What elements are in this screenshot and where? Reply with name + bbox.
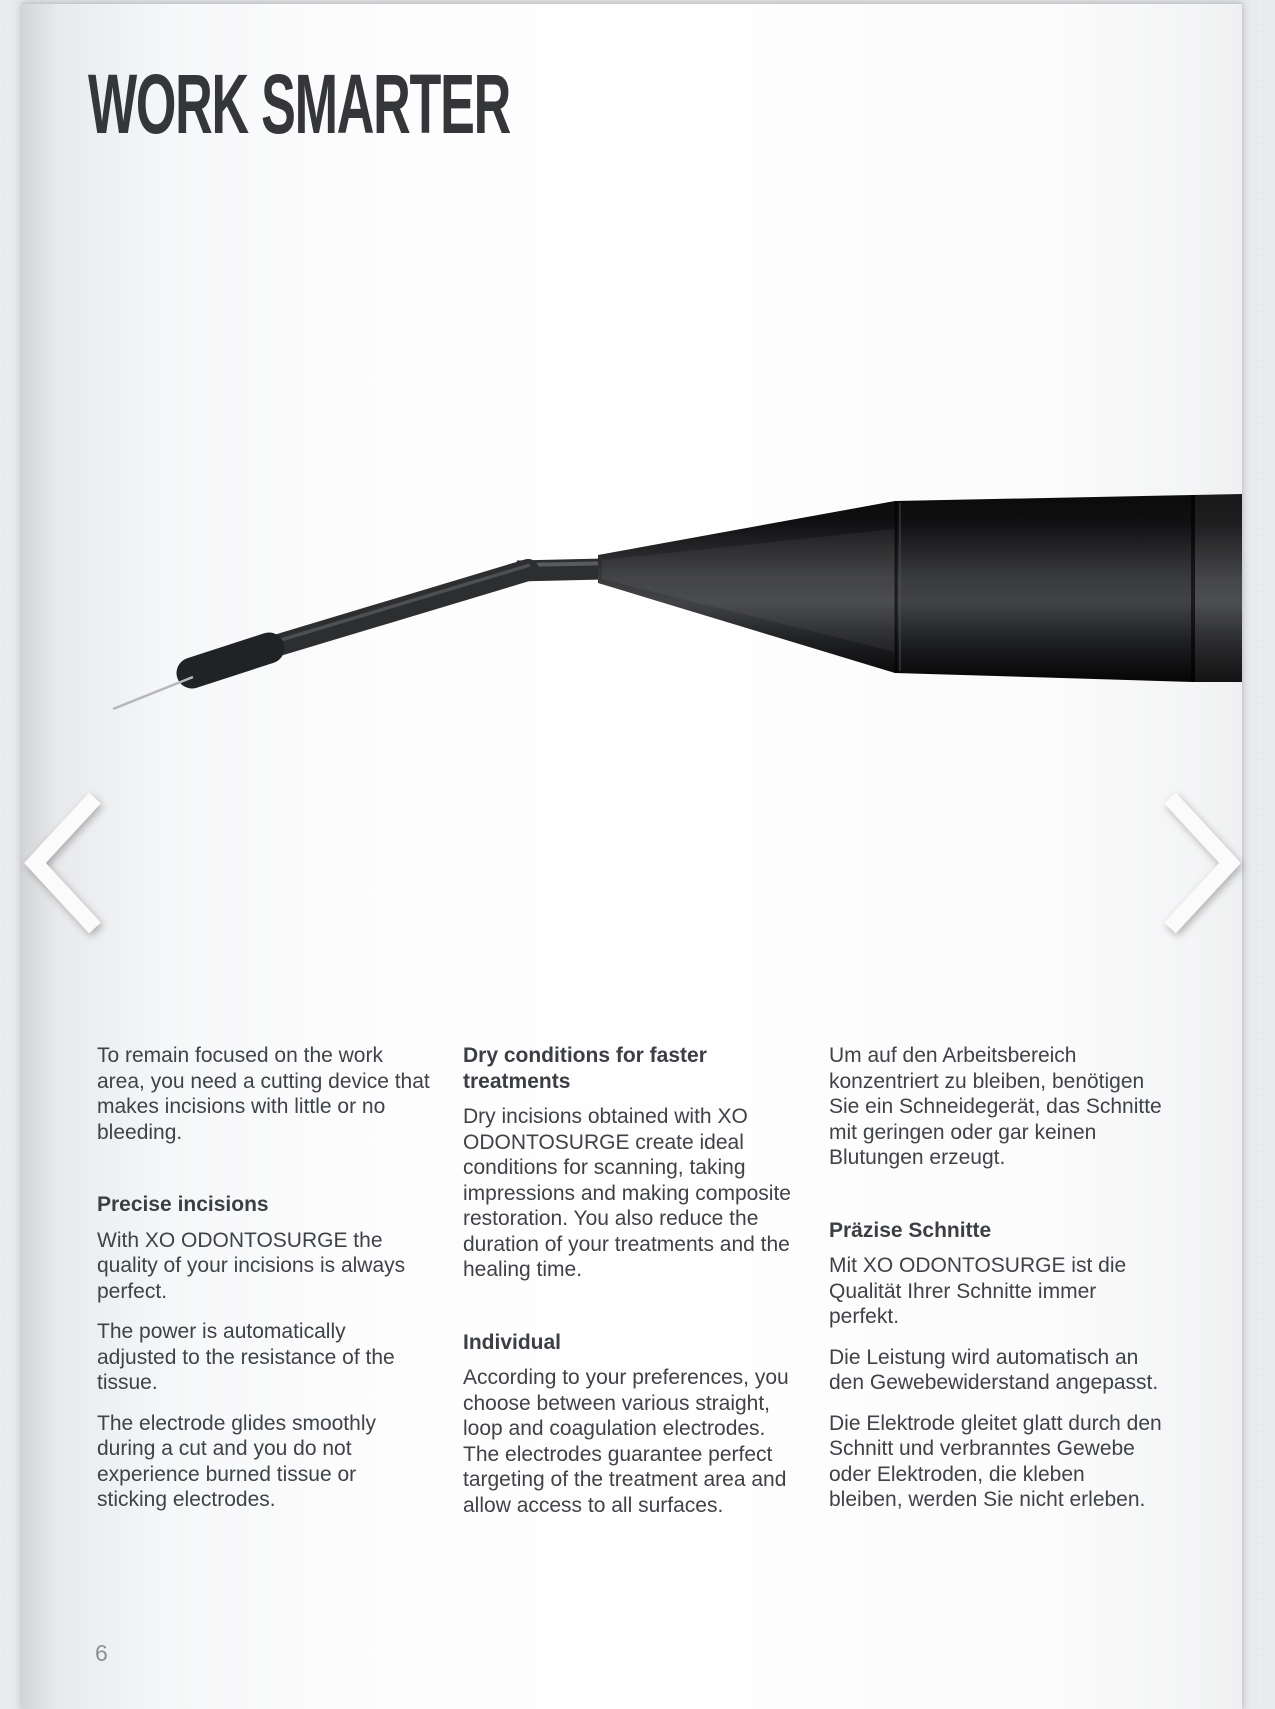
page-title: WORK SMARTER: [88, 57, 510, 151]
heading-dry-conditions: Dry conditions for faster treatments: [463, 1044, 707, 1093]
paragraph-dry-incisions: Dry incisions obtained with XO ODONTOSURGE create ideal conditions for scanning, taking impressions and making composite restoration. You also reduce the duration of your treatments and the healing time.: [463, 1105, 791, 1281]
heading-individual: Individual: [463, 1330, 562, 1354]
next-page-button[interactable]: [1150, 786, 1245, 951]
product-photo-handpiece: [22, 4, 1242, 784]
handpiece-end-section: [1195, 494, 1242, 682]
paragraph-glide: The electrode glides smoothly during a cut and you do not experience burned tissue or sticking electrodes.: [97, 1411, 376, 1511]
paragraph-quality: With XO ODONTOSURGE the quality of your incisions is always perfect.: [97, 1228, 406, 1303]
electrode-tip-sleeve: [192, 648, 269, 673]
chevron-left-icon: [22, 786, 117, 951]
heading-praezise-schnitte: Präzise Schnitte: [829, 1218, 992, 1242]
heading-precise-incisions: Precise incisions: [97, 1193, 269, 1216]
chevron-right-icon: [1150, 786, 1245, 951]
column-english-left: [97, 1043, 430, 1533]
column-german-right: [829, 1043, 1162, 1533]
intro-paragraph-de: Um auf den Arbeitsbereich konzentriert zu bleiben, benötigen Sie ein Schneidegerät, das Schnitte mit geringen oder gar keinen Blutungen erzeugt.: [829, 1044, 1162, 1169]
text-columns: [97, 1043, 1162, 1533]
brochure-page: [22, 3, 1242, 1709]
column-english-middle: [463, 1043, 796, 1533]
prev-page-button[interactable]: [22, 786, 117, 951]
paragraph-qualitaet: Mit XO ODONTOSURGE ist die Qualität Ihrer Schnitte immer perfekt.: [829, 1254, 1127, 1328]
paragraph-leistung: Die Leistung wird automatisch an den Gewebewiderstand angepasst.: [829, 1345, 1159, 1394]
electrode-wire: [113, 677, 193, 709]
paragraph-preferences: According to your preferences, you choose between various straight, loop and coagulation electrodes. The electrodes guarantee perfect targeting of the treatment area and allow access to all surfaces.: [463, 1366, 789, 1517]
page-number: 6: [95, 1640, 108, 1666]
paragraph-power: The power is automatically adjusted to the resistance of the tissue.: [97, 1320, 395, 1394]
paragraph-elektrode: Die Elektrode gleitet glatt durch den Schnitt und verbranntes Gewebe oder Elektroden, die kleben bleiben, werden Sie nicht erleben.: [829, 1411, 1162, 1511]
intro-paragraph-en: To remain focused on the work area, you need a cutting device that makes incisions with little or no bleeding.: [97, 1044, 430, 1144]
